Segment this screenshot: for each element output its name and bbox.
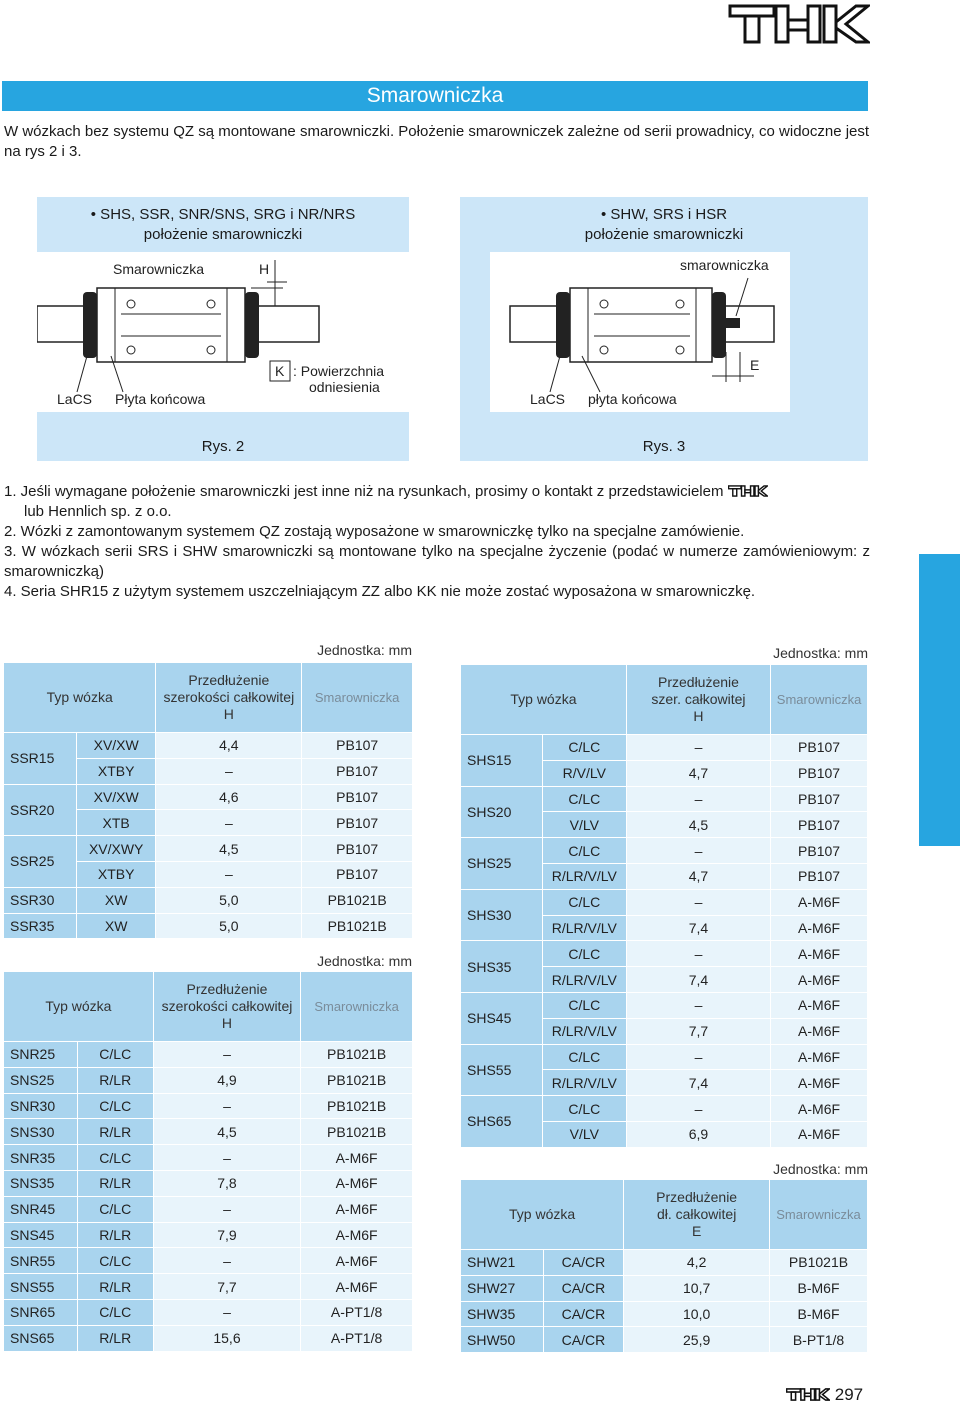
note-4: 4. Seria SHR15 z użytym systemem uszczelniającym ZZ albo KK nie może zostać wyposażona w smarowniczkę. <box>4 583 756 600</box>
table-row <box>461 941 868 967</box>
block-type-cell: XTB <box>76 810 155 836</box>
grease-nipple-cell: A-M6F <box>771 889 868 915</box>
block-type-cell: CA/CR <box>543 1301 624 1327</box>
grease-nipple-cell: A-M6F <box>301 1196 413 1222</box>
extension-value-cell: 10,7 <box>624 1275 770 1301</box>
table-row <box>4 1093 413 1119</box>
block-type-cell: XTBY <box>76 861 155 887</box>
extension-value-cell: 4,5 <box>153 1119 300 1145</box>
header-block-type: Typ wózka <box>4 663 156 733</box>
extension-value-cell: 7,7 <box>153 1274 300 1300</box>
header-grease-nipple: Smarowniczka <box>770 1180 868 1250</box>
snr-unit: Jednostka: mm <box>317 953 412 969</box>
intro-text: W wózkach bez systemu QZ są montowane smarowniczki. Położenie smarowniczek zależne od serii prowadnicy, co widoczne jest na rys 2 i 3. <box>4 123 870 160</box>
block-type-cell: C/LC <box>542 786 626 812</box>
grease-nipple-cell: B-PT1/8 <box>770 1327 868 1353</box>
extension-value-cell: – <box>153 1196 300 1222</box>
model-cell: SSR35 <box>4 913 77 939</box>
grease-nipple-cell: A-M6F <box>301 1248 413 1274</box>
block-type-cell: XW <box>76 887 155 913</box>
fig3-label-endplate: płyta końcowa <box>588 391 677 407</box>
figure-2-caption: • SHS, SSR, SNR/SNS, SRG i NR/NRS położenie smarowniczki <box>90 206 356 243</box>
ssr-table <box>3 662 413 939</box>
block-type-cell: R/LR/V/LV <box>542 915 626 941</box>
header-block-type: Typ wózka <box>4 972 154 1042</box>
block-type-cell: CA/CR <box>543 1250 624 1276</box>
figure-2-label: Rys. 2 <box>201 438 245 455</box>
grease-nipple-cell: PB1021B <box>301 1067 413 1093</box>
model-cell: SHS35 <box>461 941 543 993</box>
block-type-cell: C/LC <box>77 1196 153 1222</box>
extension-value-cell: 7,7 <box>626 1018 770 1044</box>
grease-nipple-cell: B-M6F <box>770 1275 868 1301</box>
extension-value-cell: – <box>153 1093 300 1119</box>
block-type-cell: C/LC <box>77 1299 153 1325</box>
model-cell: SNS55 <box>4 1274 78 1300</box>
extension-value-cell: 4,5 <box>156 836 302 862</box>
block-type-cell: C/LC <box>77 1248 153 1274</box>
table-row <box>461 1275 868 1301</box>
extension-value-cell: – <box>153 1248 300 1274</box>
header-grease-nipple: Smarowniczka <box>771 665 868 735</box>
extension-value-cell: – <box>626 889 770 915</box>
model-cell: SNR35 <box>4 1145 78 1171</box>
extension-value-cell: 7,4 <box>626 1070 770 1096</box>
table-row <box>4 1067 413 1093</box>
block-type-cell: R/LR/V/LV <box>542 1070 626 1096</box>
block-type-cell: XW <box>76 913 155 939</box>
model-cell: SNS30 <box>4 1119 78 1145</box>
figure-2-drawing <box>37 252 409 412</box>
ssr-unit: Jednostka: mm <box>317 642 412 658</box>
block-type-cell: C/LC <box>542 941 626 967</box>
fig3-label-fitting: smarowniczka <box>680 257 769 273</box>
extension-value-cell: 4,7 <box>626 863 770 889</box>
extension-value-cell: 4,4 <box>156 733 302 759</box>
model-cell: SHS65 <box>461 1096 543 1148</box>
header-extension: Przedłużenie szerokości całkowitej H <box>156 663 302 733</box>
fig2-label-endplate: Płyta końcowa <box>115 391 206 407</box>
table-row <box>4 913 413 939</box>
side-tab <box>919 554 960 846</box>
model-cell: SHS25 <box>461 838 543 890</box>
extension-value-cell: – <box>153 1299 300 1325</box>
block-type-cell: R/LR/V/LV <box>542 967 626 993</box>
table-row <box>461 992 868 1018</box>
footer-thk-logo <box>786 1387 830 1402</box>
table-row <box>4 1042 413 1068</box>
grease-nipple-cell: PB107 <box>302 733 413 759</box>
grease-nipple-cell: A-M6F <box>771 1044 868 1070</box>
extension-value-cell: 10,0 <box>624 1301 770 1327</box>
figure-3-caption: • SHW, SRS i HSR położenie smarowniczki <box>584 206 744 243</box>
grease-nipple-cell: A-M6F <box>771 915 868 941</box>
table-row <box>461 1096 868 1122</box>
block-type-cell: R/LR/V/LV <box>542 1018 626 1044</box>
block-type-cell: C/LC <box>542 1096 626 1122</box>
note-1: 1. Jeśli wymagane położenie smarowniczki jest inne niż na rysunkach, prosimy o kontakt z przedstawicielem <box>4 482 870 502</box>
extension-value-cell: – <box>626 786 770 812</box>
extension-value-cell: 4,2 <box>624 1250 770 1276</box>
table-row <box>4 733 413 759</box>
snr-table <box>3 971 413 1352</box>
extension-value-cell: – <box>626 1044 770 1070</box>
grease-nipple-cell: PB1021B <box>301 1093 413 1119</box>
fig2-label-fitting: Smarowniczka <box>113 261 205 277</box>
model-cell: SNS45 <box>4 1222 78 1248</box>
table-row <box>4 836 413 862</box>
table-row <box>461 735 868 761</box>
block-type-cell: R/LR <box>77 1170 153 1196</box>
fig2-label-surface-1: : Powierzchnia <box>293 363 385 379</box>
extension-value-cell: – <box>626 735 770 761</box>
table-row <box>461 1044 868 1070</box>
table-row <box>4 1274 413 1300</box>
grease-nipple-cell: B-M6F <box>770 1301 868 1327</box>
block-type-cell: V/LV <box>542 1121 626 1147</box>
section-title: Smarowniczka <box>366 84 504 107</box>
shw-table <box>460 1179 868 1353</box>
header-grease-nipple: Smarowniczka <box>301 972 413 1042</box>
block-type-cell: R/LR/V/LV <box>542 863 626 889</box>
header-block-type: Typ wózka <box>461 1180 624 1250</box>
header-extension: Przedłużenie dł. całkowitej E <box>624 1180 770 1250</box>
table-row <box>461 1250 868 1276</box>
table-row <box>4 1196 413 1222</box>
extension-value-cell: 5,0 <box>156 887 302 913</box>
figure-3-label: Rys. 3 <box>642 438 686 455</box>
model-cell: SSR20 <box>4 784 77 836</box>
header-extension: Przedłużenie szer. całkowitej H <box>626 665 770 735</box>
block-type-cell: XTBY <box>76 758 155 784</box>
extension-value-cell: 7,4 <box>626 915 770 941</box>
grease-nipple-cell: PB107 <box>302 810 413 836</box>
table-row <box>4 1325 413 1351</box>
block-type-cell: V/LV <box>542 812 626 838</box>
grease-nipple-cell: A-M6F <box>771 1018 868 1044</box>
shs-table <box>460 664 868 1148</box>
thk-logo <box>728 2 870 46</box>
fig2-label-h: H <box>259 261 270 277</box>
table-row <box>461 1327 868 1353</box>
model-cell: SNS25 <box>4 1067 78 1093</box>
fig2-label-lacs: LaCS <box>57 391 93 407</box>
model-cell: SHW50 <box>461 1327 544 1353</box>
extension-value-cell: 7,4 <box>626 967 770 993</box>
grease-nipple-cell: PB107 <box>771 786 868 812</box>
grease-nipple-cell: PB1021B <box>301 1119 413 1145</box>
extension-value-cell: – <box>153 1042 300 1068</box>
extension-value-cell: – <box>156 758 302 784</box>
page-footer <box>786 1385 863 1405</box>
figure-3-drawing <box>490 252 790 412</box>
model-cell: SNR30 <box>4 1093 78 1119</box>
grease-nipple-cell: PB107 <box>771 812 868 838</box>
grease-nipple-cell: A-M6F <box>301 1145 413 1171</box>
extension-value-cell: 4,9 <box>153 1067 300 1093</box>
grease-nipple-cell: A-M6F <box>301 1222 413 1248</box>
fig2-label-k: K <box>275 363 285 379</box>
model-cell: SNR65 <box>4 1299 78 1325</box>
figure-2-panel <box>37 197 409 461</box>
model-cell: SNS35 <box>4 1170 78 1196</box>
grease-nipple-cell: A-M6F <box>301 1274 413 1300</box>
figure-3-panel <box>460 197 868 461</box>
fig3-label-e: E <box>750 357 760 373</box>
table-row <box>4 1299 413 1325</box>
table-row <box>4 1145 413 1171</box>
model-cell: SSR30 <box>4 887 77 913</box>
table-row <box>4 1248 413 1274</box>
block-type-cell: R/V/LV <box>542 760 626 786</box>
notes-list <box>4 482 870 602</box>
extension-value-cell: – <box>626 838 770 864</box>
block-type-cell: CA/CR <box>543 1275 624 1301</box>
grease-nipple-cell: A-M6F <box>771 992 868 1018</box>
grease-nipple-cell: PB107 <box>302 861 413 887</box>
block-type-cell: CA/CR <box>543 1327 624 1353</box>
block-type-cell: C/LC <box>542 992 626 1018</box>
table-row <box>4 1170 413 1196</box>
grease-nipple-cell: PB107 <box>771 838 868 864</box>
grease-nipple-cell: A-PT1/8 <box>301 1299 413 1325</box>
model-cell: SNR45 <box>4 1196 78 1222</box>
model-cell: SHW27 <box>461 1275 544 1301</box>
grease-nipple-cell: PB107 <box>771 863 868 889</box>
block-type-cell: C/LC <box>77 1093 153 1119</box>
note-1-continued: lub Hennlich sp. z o.o. <box>24 503 172 520</box>
grease-nipple-cell: PB107 <box>771 735 868 761</box>
extension-value-cell: – <box>153 1145 300 1171</box>
fig3-label-lacs: LaCS <box>530 391 566 407</box>
shw-unit: Jednostka: mm <box>773 1161 868 1177</box>
extension-value-cell: 25,9 <box>624 1327 770 1353</box>
model-cell: SSR15 <box>4 733 77 785</box>
model-cell: SHS20 <box>461 786 543 838</box>
extension-value-cell: – <box>156 810 302 836</box>
model-cell: SNR55 <box>4 1248 78 1274</box>
header-block-type: Typ wózka <box>461 665 627 735</box>
table-row <box>4 1222 413 1248</box>
grease-nipple-cell: A-M6F <box>771 1121 868 1147</box>
block-type-cell: R/LR <box>77 1274 153 1300</box>
extension-value-cell: 4,5 <box>626 812 770 838</box>
page-number: 297 <box>834 1385 864 1404</box>
table-row <box>4 1119 413 1145</box>
grease-nipple-cell: PB107 <box>302 784 413 810</box>
block-type-cell: XV/XWY <box>76 836 155 862</box>
block-type-cell: C/LC <box>77 1042 153 1068</box>
thk-inline-logo <box>728 484 768 498</box>
fig2-label-surface-2: odniesienia <box>309 379 380 395</box>
model-cell: SSR25 <box>4 836 77 888</box>
extension-value-cell: 7,8 <box>153 1170 300 1196</box>
grease-nipple-cell: A-M6F <box>771 1070 868 1096</box>
extension-value-cell: 7,9 <box>153 1222 300 1248</box>
model-cell: SNR25 <box>4 1042 78 1068</box>
extension-value-cell: – <box>626 992 770 1018</box>
grease-nipple-cell: PB1021B <box>770 1250 868 1276</box>
model-cell: SHS45 <box>461 992 543 1044</box>
block-type-cell: C/LC <box>542 735 626 761</box>
extension-value-cell: 6,9 <box>626 1121 770 1147</box>
table-row <box>4 887 413 913</box>
model-cell: SHS30 <box>461 889 543 941</box>
extension-value-cell: – <box>626 1096 770 1122</box>
grease-nipple-cell: A-M6F <box>301 1170 413 1196</box>
grease-nipple-cell: A-M6F <box>771 941 868 967</box>
extension-value-cell: 5,0 <box>156 913 302 939</box>
grease-nipple-cell: A-M6F <box>771 967 868 993</box>
table-row <box>461 1301 868 1327</box>
block-type-cell: C/LC <box>542 1044 626 1070</box>
grease-nipple-cell: A-PT1/8 <box>301 1325 413 1351</box>
model-cell: SHS15 <box>461 735 543 787</box>
grease-nipple-cell: PB107 <box>302 758 413 784</box>
grease-nipple-cell: PB107 <box>771 760 868 786</box>
block-type-cell: C/LC <box>542 889 626 915</box>
extension-value-cell: 15,6 <box>153 1325 300 1351</box>
grease-nipple-cell: PB1021B <box>302 913 413 939</box>
table-row <box>461 786 868 812</box>
grease-nipple-cell: PB107 <box>302 836 413 862</box>
header-extension: Przedłużenie szerokości całkowitej H <box>153 972 300 1042</box>
section-title-bar <box>2 81 868 111</box>
note-2: 2. Wózki z zamontowanym systemem QZ zostają wyposażone w smarowniczkę tylko na specjalne zamówienie. <box>4 523 745 540</box>
block-type-cell: C/LC <box>77 1145 153 1171</box>
block-type-cell: R/LR <box>77 1119 153 1145</box>
table-row <box>4 784 413 810</box>
model-cell: SHW35 <box>461 1301 544 1327</box>
grease-nipple-cell: PB1021B <box>301 1042 413 1068</box>
block-type-cell: R/LR <box>77 1067 153 1093</box>
block-type-cell: XV/XW <box>76 733 155 759</box>
shs-unit: Jednostka: mm <box>773 645 868 661</box>
extension-value-cell: 4,6 <box>156 784 302 810</box>
block-type-cell: XV/XW <box>76 784 155 810</box>
table-row <box>461 838 868 864</box>
model-cell: SHW21 <box>461 1250 544 1276</box>
block-type-cell: R/LR <box>77 1222 153 1248</box>
grease-nipple-cell: A-M6F <box>771 1096 868 1122</box>
grease-nipple-cell: PB1021B <box>302 887 413 913</box>
note-3: 3. W wózkach serii SRS i SHW smarowniczki są montowane tylko na specjalne życzenie (podać w numerze zamówieniowym: z smarowniczką) <box>4 543 870 580</box>
extension-value-cell: 4,7 <box>626 760 770 786</box>
block-type-cell: R/LR <box>77 1325 153 1351</box>
block-type-cell: C/LC <box>542 838 626 864</box>
model-cell: SHS55 <box>461 1044 543 1096</box>
header-grease-nipple: Smarowniczka <box>302 663 413 733</box>
model-cell: SNS65 <box>4 1325 78 1351</box>
extension-value-cell: – <box>156 861 302 887</box>
extension-value-cell: – <box>626 941 770 967</box>
table-row <box>461 889 868 915</box>
